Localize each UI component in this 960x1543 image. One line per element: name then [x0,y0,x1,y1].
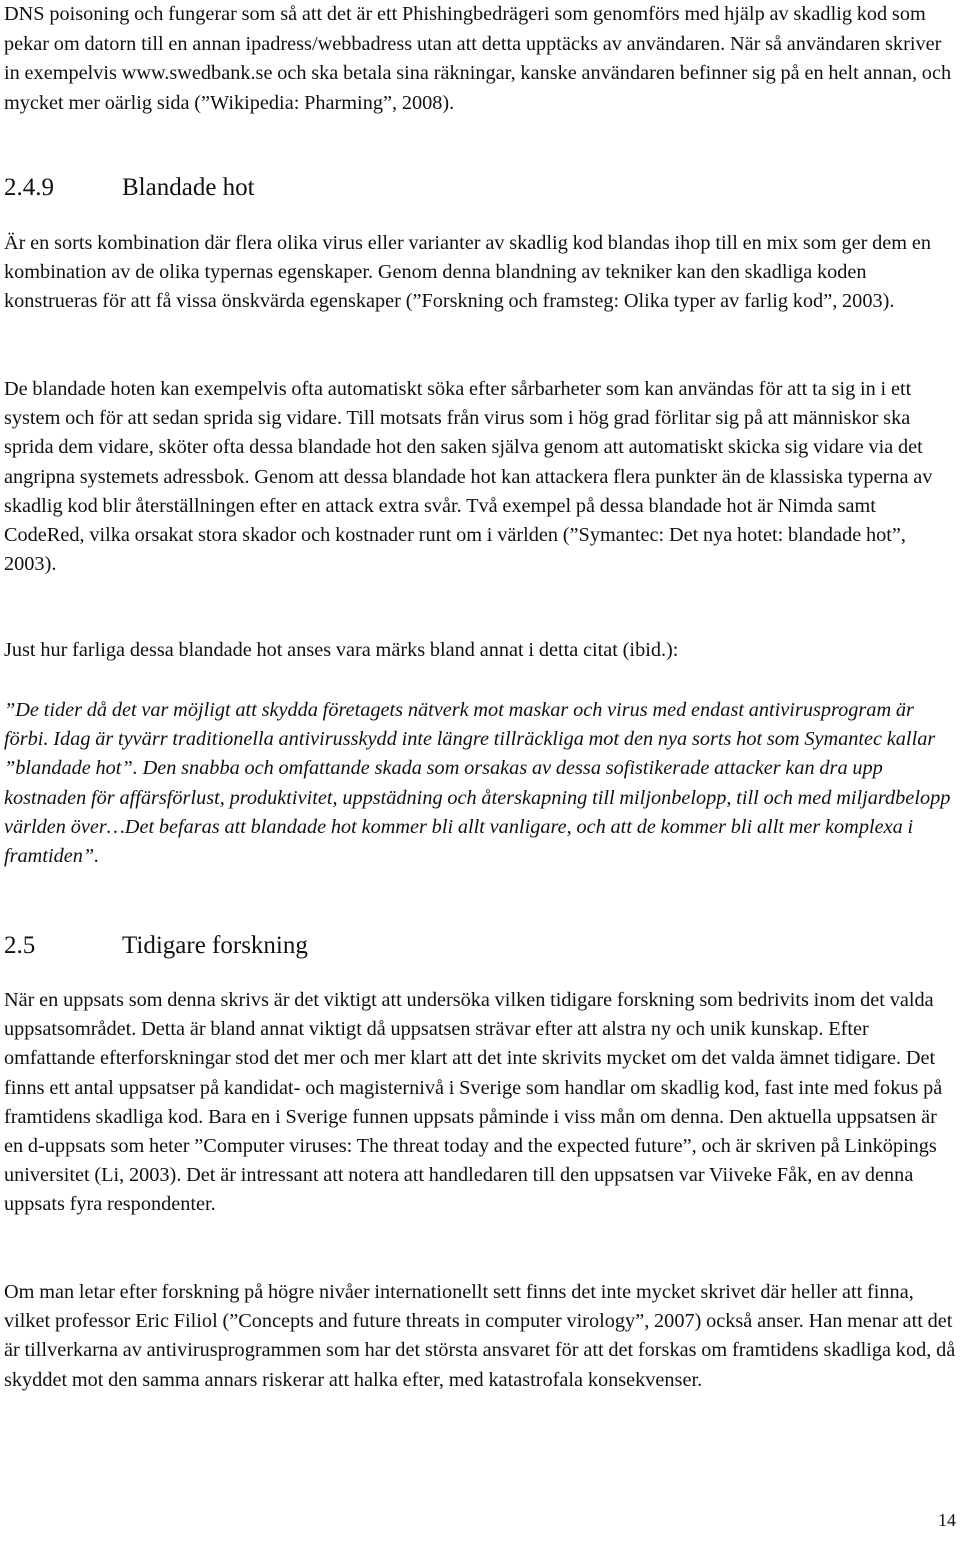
section-number: 2.4.9 [4,174,54,201]
section-2-5-paragraph-2: Om man letar efter forskning på högre nivåer internationellt sett finns det inte mycket skrivet där heller att finna, vilket professor Eric Filiol (”Concepts and future threats in computer virology”, 2007) också anser. Han menar att det är tillverkarna av antivirusprogrammen som har det största ansvaret för att det forskas om framtidens skadliga kod, då skyddet mot den samma annars riskerar att halka efter, med katastrofala konsekvenser. [4,1281,956,1391]
section-2-4-9-paragraph-1: Är en sorts kombination där flera olika virus eller varianter av skadlig kod blandas ihop till en mix som ger dem en kombination av de olika typernas egenskaper. Genom denna blandning av tekniker kan den skadliga koden konstrueras för att få vissa önskvärda egenskaper (”Forskning och framsteg: Olika typer av farlig kod”, 2003). [4,232,931,313]
section-heading-2-5 [4,930,308,962]
section-2-5-paragraph-1: När en uppsats som denna skrivs är det viktigt att undersöka vilken tidigare forskning som bedrivits inom det valda uppsatsområdet. Detta är bland annat viktigt då uppsatsen strävar efter att alstra ny och unik kunskap. Efter omfattande efterforskningar stod det mer och mer klart att det inte skrivits mycket om det valda ämnet tidigare. Det finns ett antal uppsatser på kandidat- och magisternivå i Sverige som handlar om skadlig kod, fast inte med fokus på framtidens skadliga kod. Bara en i Sverige funnen uppsats påminde i viss mån om denna. Den aktuella uppsatsen är en d-uppsats som heter ”Computer viruses: The threat today and the expected future”, och är skriven på Linköpings universitet (Li, 2003). Det är intressant att notera att handledaren till den uppsatsen var Viiveke Fåk, en av denna uppsats fyra respondenter. [4,989,943,1216]
section-2-4-9-paragraph-3: Just hur farliga dessa blandade hot anses vara märks bland annat i detta citat (ibid.): [4,639,679,661]
section-heading-2-4-9 [4,172,255,204]
section-number: 2.5 [4,932,36,959]
section-2-4-9-paragraph-2: De blandade hoten kan exempelvis ofta automatiskt söka efter sårbarheter som kan användas för att ta sig in i ett system och för att sedan sprida sig vidare. Till motsats från virus som i hög grad förlitar sig på att människor ska sprida dem vidare, sköter ofta dessa blandade hot den saken själva genom att automatiskt skicka sig vidare via det angripna systemets adressbok. Genom att dessa blandade hot kan attackera flera punkter än de klassiska typerna av skadlig kod blir återställningen efter en attack extra svår. Två exempel på dessa blandade hot är Nimda samt CodeRed, vilka orsakat stora skador och kostnader runt om i världen (”Symantec: Det nya hotet: blandade hot”, 2003). [4,378,933,576]
intro-paragraph: DNS poisoning och fungerar som så att det är ett Phishingbedrägeri som genomförs med hjälp av skadlig kod som pekar om datorn till en annan ipadress/webbadress utan att detta upptäcks av användaren. När så användaren skriver in exempelvis www.swedbank.se och ska betala sina räkningar, kanske användaren befinner sig på en helt annan, och mycket mer oärlig sida (”Wikipedia: Pharming”, 2008). [4,3,952,114]
section-title: Blandade hot [122,174,255,201]
section-title: Tidigare forskning [122,932,308,959]
block-quote: ”De tider då det var möjligt att skydda företagets nätverk mot maskar och virus med endast antivirusprogram är förbi. Idag är tyvärr traditionella antivirusskydd inte längre tillräckliga mot den nya sorts hot som Symantec kallar ”blandade hot”. Den snabba och omfattande skada som orsakas av dessa sofistikerade attacker kan dra upp kostnaden för affärsförlust, produktivitet, uppstädning och återskapning till miljonbelopp, till och med miljardbelopp världen över…Det befaras att blandade hot kommer bli allt vanligare, och att de kommer bli allt mer komplexa i framtiden”. [4,699,951,868]
page-number: 14 [938,1510,956,1530]
